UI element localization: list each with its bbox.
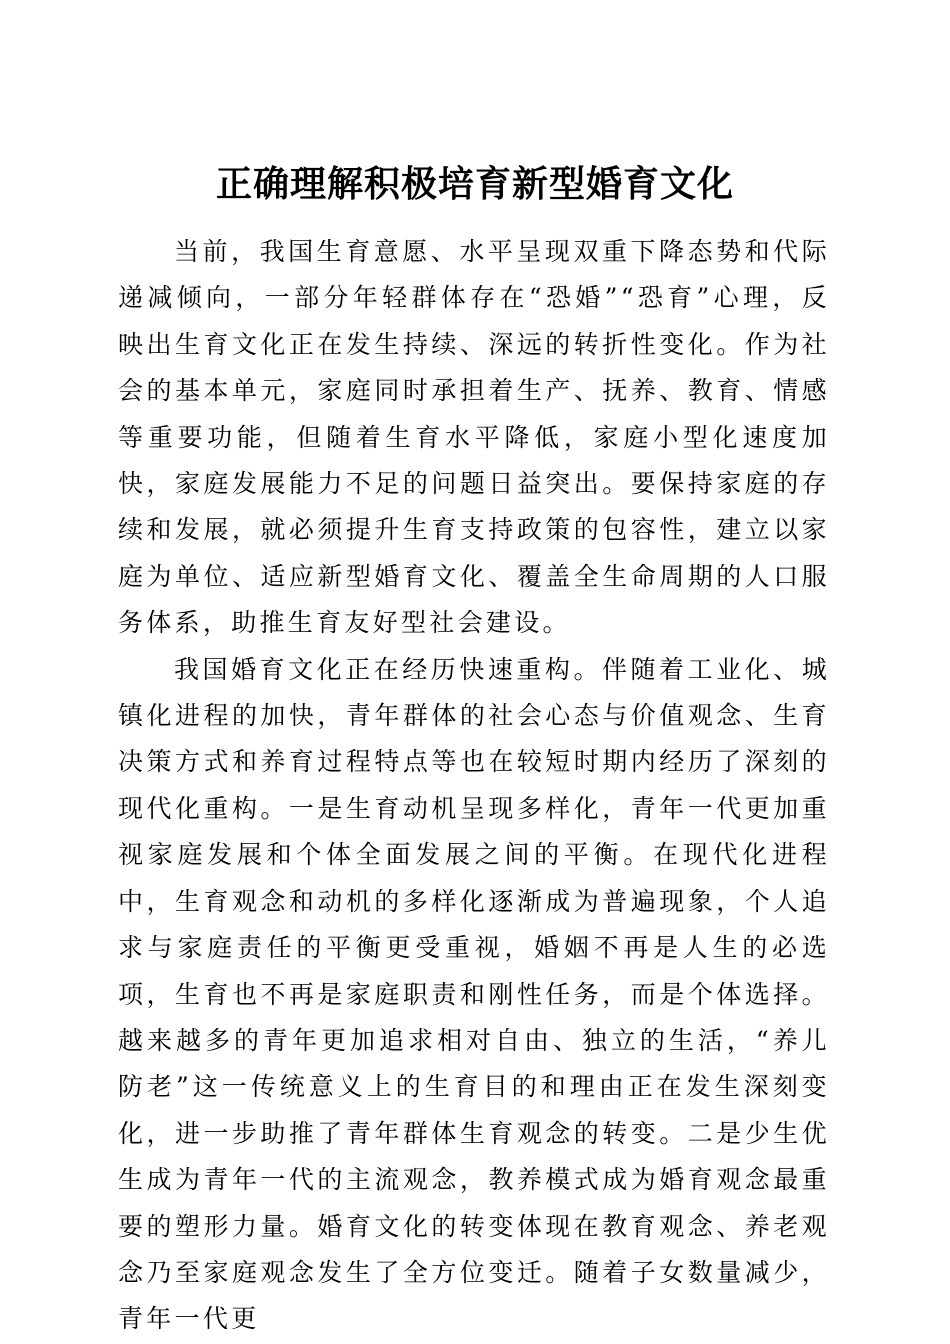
document-body [118,229,830,1343]
paragraph-1: 当前，我国生育意愿、水平呈现双重下降态势和代际递减倾向，一部分年轻群体存在“恐婚”“恐育”心理，反映出生育文化正在发生持续、深远的转折性变化。作为社会的基本单元，家庭同时承担着生产、抚养、教育、情感等重要功能，但随着生育水平降低，家庭小型化速度加快，家庭发展能力不足的问题日益突出。要保持家庭的存续和发展，就必须提升生育支持政策的包容性，建立以家庭为单位、适应新型婚育文化、覆盖全生命周期的人口服务体系，助推生育友好型社会建设。 [118,237,830,638]
paragraph-2: 我国婚育文化正在经历快速重构。伴随着工业化、城镇化进程的加快，青年群体的社会心态与价值观念、生育决策方式和养育过程特点等也在较短时期内经历了深刻的现代化重构。一是生育动机呈现多样化，青年一代更加重视家庭发展和个体全面发展之间的平衡。在现代化进程中，生育观念和动机的多样化逐渐成为普遍现象，个人追求与家庭责任的平衡更受重视，婚姻不再是人生的必选项，生育也不再是家庭职责和刚性任务，而是个体选择。越来越多的青年更加追求相对自由、独立的生活，“养儿防老”这一传统意义上的生育目的和理由正在发生深刻变化，进一步助推了青年群体生育观念的转变。二是少生优生成为青年一代的主流观念，教养模式成为婚育观念最重要的塑形力量。婚育文化的转变体现在教育观念、养老观念乃至家庭观念发生了全方位变迁。随着子女数量减少，青年一代更 [118,654,830,1334]
document-title: 正确理解积极培育新型婚育文化 [215,163,734,206]
